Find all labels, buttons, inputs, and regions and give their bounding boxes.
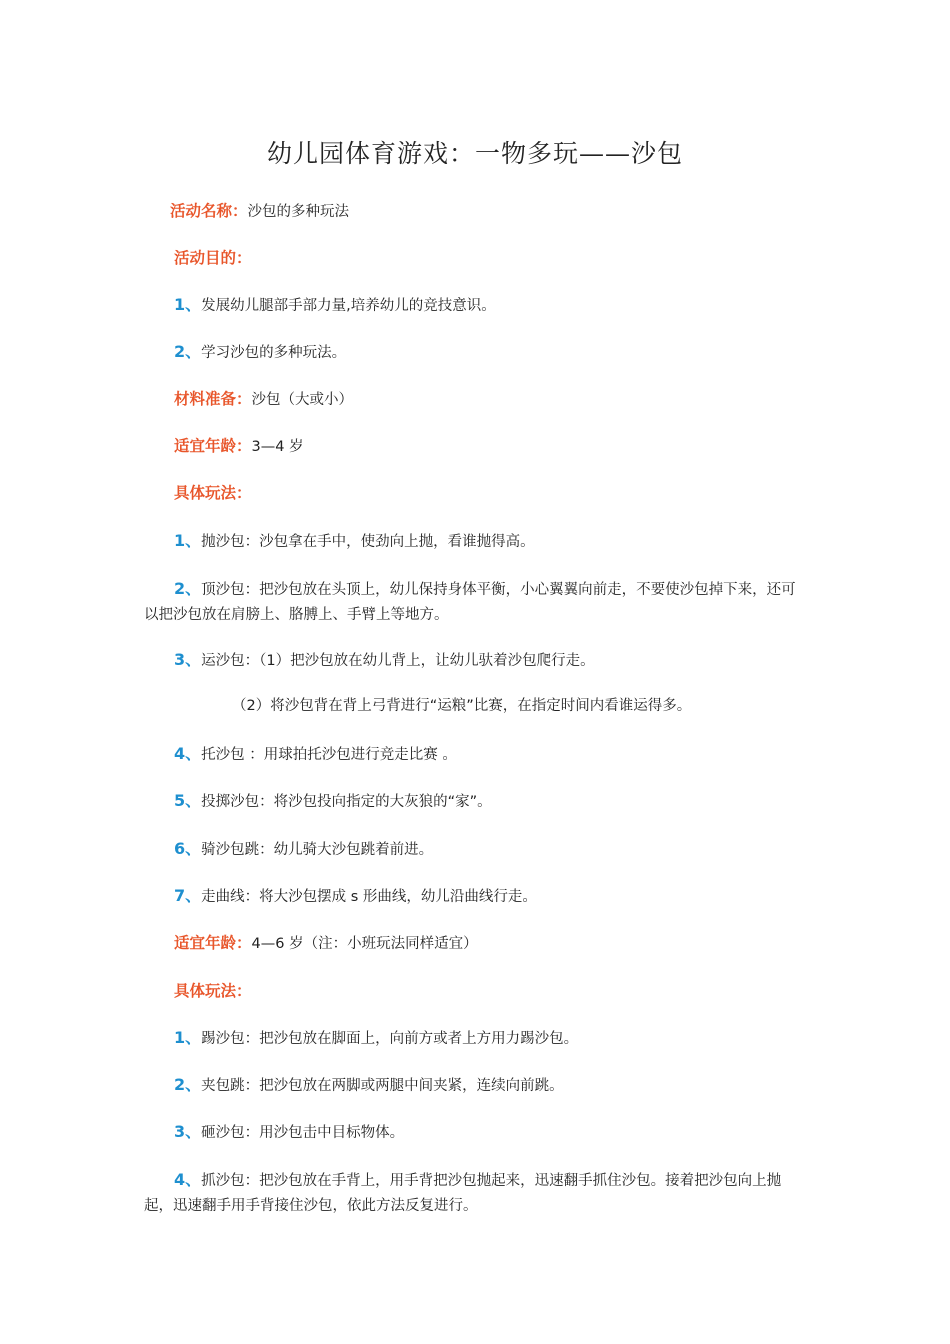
list-item	[174, 1122, 404, 1143]
item-text: 夹包跳：把沙包放在两脚或两腿中间夹紧，连续向前跳。	[201, 1078, 564, 1094]
item-text: 踢沙包：把沙包放在脚面上，向前方或者上方用力踢沙包。	[201, 1031, 579, 1047]
item-number: 4、	[174, 744, 202, 763]
item-text: 托沙包 ：用球拍托沙包进行竞走比赛 。	[201, 747, 457, 763]
item-text: 走曲线：将大沙包摆成 s 形曲线，幼儿沿曲线行走。	[201, 889, 537, 905]
activity-name-value: 沙包的多种玩法	[247, 204, 350, 220]
item-text: 砸沙包：用沙包击中目标物体。	[201, 1125, 405, 1141]
list-item	[144, 576, 810, 628]
play-heading	[174, 981, 252, 1002]
play-label: 具体玩法：	[174, 982, 252, 1000]
page-title: 幼儿园体育游戏：一物多玩——沙包	[266, 139, 683, 168]
purpose-label: 活动目的：	[174, 249, 252, 267]
list-item	[174, 342, 346, 363]
list-item	[174, 650, 595, 671]
age-row	[174, 933, 478, 954]
play-heading	[174, 483, 252, 504]
item-number: 2、	[174, 342, 202, 361]
age-label: 适宜年龄：	[174, 437, 252, 455]
materials-row	[174, 389, 353, 410]
item-number: 3、	[174, 650, 202, 669]
materials-label: 材料准备：	[174, 390, 252, 408]
age-row	[174, 436, 304, 457]
item-text: 抛沙包：沙包拿在手中，使劲向上抛，看谁抛得高。	[201, 534, 535, 550]
list-item-sub	[232, 696, 691, 716]
age-value: 4—6 岁（注：小班玩法同样适宜）	[251, 936, 478, 952]
list-item	[174, 1075, 564, 1096]
item-number: 4、	[174, 1170, 202, 1189]
item-text: 投掷沙包：将沙包投向指定的大灰狼的“家”。	[201, 794, 492, 810]
item-number: 1、	[174, 1028, 202, 1047]
item-number: 3、	[174, 1122, 202, 1141]
list-item	[174, 744, 457, 765]
list-item	[174, 839, 433, 860]
list-item	[174, 1028, 578, 1049]
age-label: 适宜年龄：	[174, 934, 252, 952]
item-number: 7、	[174, 886, 202, 905]
materials-value: 沙包（大或小）	[251, 392, 354, 408]
item-number: 2、	[174, 579, 202, 598]
list-item	[174, 886, 537, 907]
list-item	[174, 295, 496, 316]
item-text: 发展幼儿腿部手部力量,培养幼儿的竞技意识。	[201, 298, 496, 314]
purpose-heading	[174, 248, 252, 269]
item-number: 5、	[174, 791, 202, 810]
list-item	[144, 1167, 810, 1219]
activity-name-label: 活动名称：	[170, 202, 248, 220]
list-item	[174, 531, 535, 552]
activity-name-row	[170, 201, 349, 222]
item-number: 1、	[174, 531, 202, 550]
item-subtext: （2）将沙包背在背上弓背进行“运粮”比赛，在指定时间内看谁运得多。	[232, 698, 692, 714]
item-text: 骑沙包跳：幼儿骑大沙包跳着前进。	[201, 842, 434, 858]
list-item	[174, 791, 492, 812]
play-label: 具体玩法：	[174, 484, 252, 502]
item-text: 学习沙包的多种玩法。	[201, 345, 347, 361]
item-number: 2、	[174, 1075, 202, 1094]
item-number: 1、	[174, 295, 202, 314]
item-text: 顶沙包：把沙包放在头顶上，幼儿保持身体平衡，小心翼翼向前走，不要使沙包掉下来，还可以把沙包放在肩膀上、胳膊上、手臂上等地方。	[144, 582, 796, 623]
age-value: 3—4 岁	[251, 439, 304, 455]
item-text: 运沙包：（1）把沙包放在幼儿背上，让幼儿驮着沙包爬行走。	[201, 653, 595, 669]
item-text: 抓沙包：把沙包放在手背上，用手背把沙包抛起来，迅速翻手抓住沙包。接着把沙包向上抛起，迅速翻手用手背接住沙包，依此方法反复进行。	[144, 1173, 782, 1214]
item-number: 6、	[174, 839, 202, 858]
